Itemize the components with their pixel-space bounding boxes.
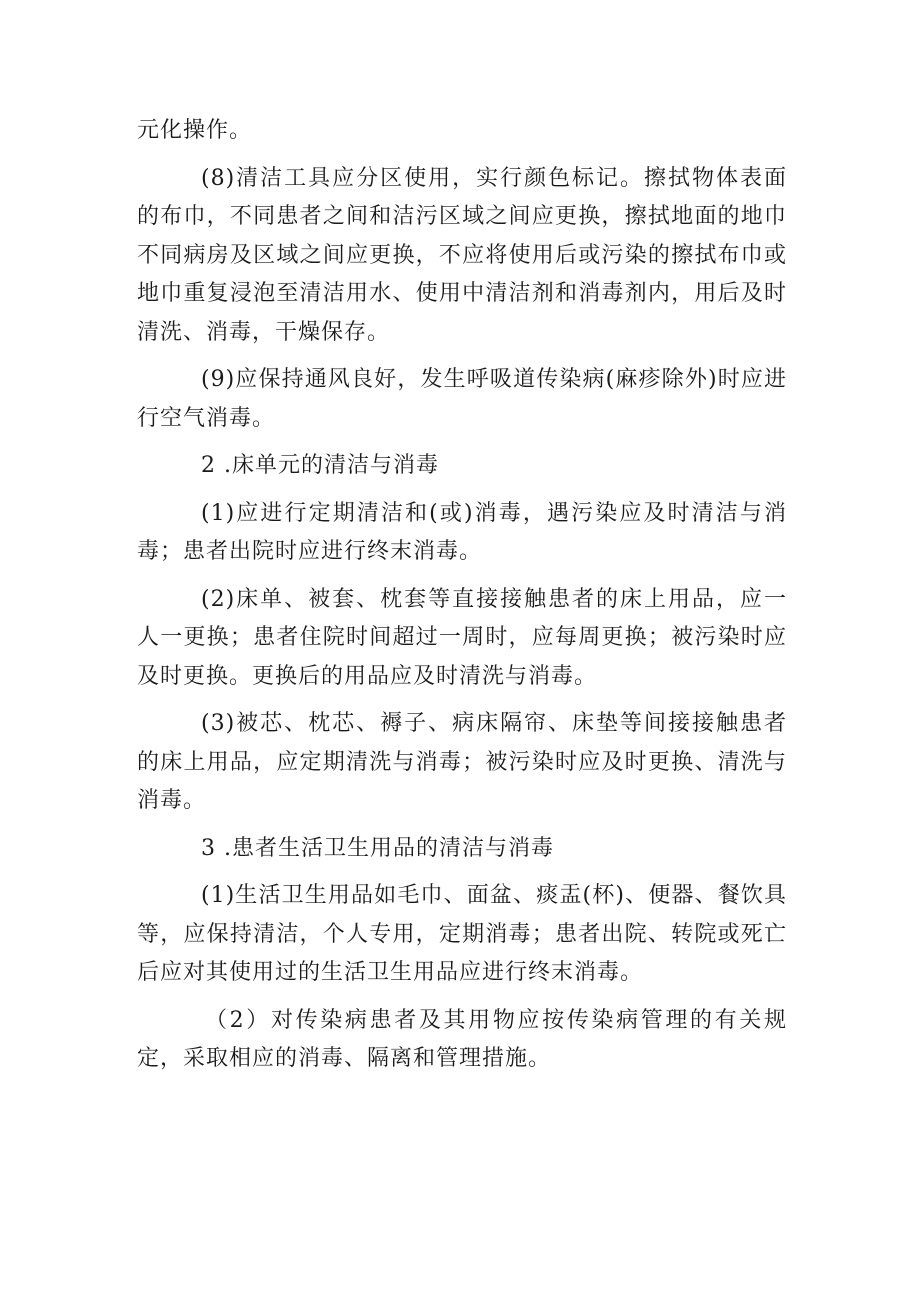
section-heading-2: 2 .床单元的清洁与消毒 <box>201 453 439 478</box>
paragraph-2-1: (1)应进行定期清洁和(或)消毒，遇污染应及时清洁与消毒；患者出院时应进行终末消毒。 <box>137 500 787 564</box>
paragraph-2-3: (3)被芯、枕芯、褥子、病床隔帘、床垫等间接接触患者的床上用品，应定期清洗与消毒；被污染时应及时更换、清洗与消毒。 <box>137 711 787 813</box>
paragraph-item-8: (8)清洁工具应分区使用，实行颜色标记。擦拭物体表面的布巾，不同患者之间和洁污区域之间应更换，擦拭地面的地巾不同病房及区域之间应更换，不应将使用后或污染的擦拭布巾或地巾重复浸泡至清洁用水、使用中清洁剂和消毒剂内，用后及时清洗、消毒，干燥保存。 <box>137 165 787 345</box>
paragraph-2-2: (2)床单、被套、枕套等直接接触患者的床上用品，应一人一更换；患者住院时间超过一周时，应每周更换；被污染时应及时更换。更换后的用品应及时清洗与消毒。 <box>137 586 787 689</box>
paragraph-3-2: （2）对传染病患者及其用物应按传染病管理的有关规定，采取相应的消毒、隔离和管理措施。 <box>137 1007 787 1071</box>
document-body <box>137 112 787 1079</box>
paragraph-3-1: (1)生活卫生用品如毛巾、面盆、痰盂(杯)、便器、餐饮具等，应保持清洁，个人专用，定期消毒；患者出院、转院或死亡后应对其使用过的生活卫生用品应进行终末消毒。 <box>137 883 787 985</box>
paragraph-continuation: 元化操作。 <box>137 118 253 143</box>
paragraph-item-9: (9)应保持通风良好，发生呼吸道传染病(麻疹除外)时应进行空气消毒。 <box>137 367 787 431</box>
section-heading-3: 3 .患者生活卫生用品的清洁与消毒 <box>201 835 554 861</box>
